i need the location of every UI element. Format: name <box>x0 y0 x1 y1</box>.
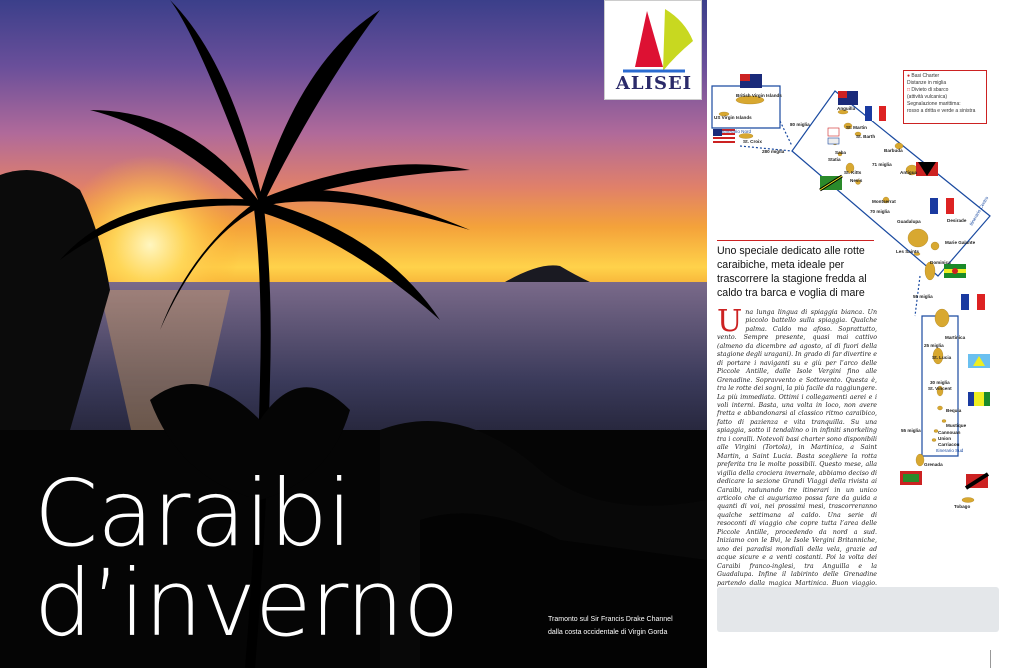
info-box <box>717 587 999 632</box>
label-bvi: British Virgin Islands <box>736 93 782 98</box>
label-nevis: Nevis <box>850 178 863 183</box>
label-25-miglia: 25 miglia <box>924 343 944 348</box>
headline-line2: d’inverno <box>34 550 459 657</box>
label-barbuda: Barbuda <box>884 148 903 153</box>
label-stvincent: St. Vincent <box>928 386 952 391</box>
label-mariegalante: Marie Galante <box>945 240 976 245</box>
label-saba: Saba <box>835 150 846 155</box>
dot-icon: ● <box>907 73 912 79</box>
label-itinerario-centro: Itinerario Centro <box>968 195 990 227</box>
legend-basi: ● Basi Charter <box>907 73 940 79</box>
label-71-miglia: 71 miglia <box>872 162 892 167</box>
legend-segn: Segnalazione marittima: <box>907 101 961 107</box>
subtitle-line4: caldo tra barca e voglia di mare <box>717 287 865 299</box>
label-stkitts: St. Kitts <box>844 170 862 175</box>
subtitle-line3: trascorrere la stagione fredda al <box>717 273 867 285</box>
label-55-miglia: 55 miglia <box>913 294 933 299</box>
dropcap: U <box>717 304 743 339</box>
label-stcroix: St. Croix <box>743 139 762 144</box>
sail-logo-icon <box>605 1 703 79</box>
label-stlucia: St. Lucia <box>932 355 952 360</box>
caption-line2: dalla costa occidentale di Virgin Gorda <box>548 629 668 636</box>
legend-divieto: □ Divieto di sbarco <box>907 87 949 93</box>
headline-line1: Caraibi <box>34 460 352 567</box>
label-280-miglia: 280 miglia <box>762 149 785 154</box>
label-montserrat: Montserrat <box>872 199 896 204</box>
article-text: na lunga lingua di spiaggia bianca. Un piccolo battello sulla spiaggia. Qualche palma. Caldo ma afoso. Soprattutto, vento. Sempre presente, quasi mai cattivo (almeno da dicembre ad agosto, al di fuori della stagione degli uragani). In grado di far divertire e di portare i naviganti su e giù per l’arco delle Piccole Antille, dalle Isole Vergini fino alle Grenadine. Sopravvento e Sottovento. Questa è, tra le rotte dei sogni, la più facile da raggiungere. La più immediata. Ottimi i collegamenti aerei e i voli interni. Basta, una volta in loco, non avere fretta e abbandonarsi al classico ritmo caraibico, fatto di pazienza e vita tranquilla. Su una spiaggia, sotto il tendalino o in infiniti snorkeling tra i coralli. Notevoli basi charter sono disponibili alle Virgini (Tortola), in Martinica, a Saint Martin, a Saint Lucia. Basta scegliere la rotta preferita tra le molte possibili. Questo mese, alla vigilia della crociera invernale, abbiamo deciso di dedicare la sezione Grandi Viaggi della rivista ai Caraibi, radunando tre itinerari in un unico articolo che ci auguriamo possa fare da guida a quanti di voi, nei prossimi mesi, trascorreranno qualche settimana al caldo. Una serie di resoconti di viaggio che copre tutta l’area delle Piccole Antille, procedendo da nord a sud. Iniziamo con le Bvi, le Isole Vergini Britanniche, uno dei paradisi mondiali della vela, grazie ad acque sicure e a venti costanti. Poi la volta dei Caraibi franco-inglesi, tra Anguilla e la Guadalupa. Infine il labirinto delle Grenadine partendo dalla magica Martinica. Buon viaggio. <box>717 309 877 587</box>
logo-word: ALISEI <box>615 73 693 94</box>
label-desirade: Desirade <box>947 218 967 223</box>
label-mustique: Mustique <box>946 423 967 428</box>
article-body <box>717 304 877 596</box>
square-icon: □ <box>907 87 912 93</box>
label-statia: Statia <box>828 157 841 162</box>
label-30-miglia: 30 miglia <box>930 380 950 385</box>
subtitle-rule <box>717 240 874 241</box>
label-itinerario-sud: Itinerario Sud <box>936 448 964 453</box>
label-dominica: Dominica <box>930 260 951 265</box>
subtitle-line2: caraibiche, meta ideale per <box>717 259 845 271</box>
map-legend <box>903 70 987 124</box>
label-usvi: US Virgin Islands <box>714 115 752 120</box>
label-80-miglia: 80 miglia <box>790 122 810 127</box>
label-55-miglia-sud: 55 miglia <box>901 428 921 433</box>
label-stbarth: St. Barth <box>856 134 876 139</box>
label-tobago: Tobago <box>954 504 971 509</box>
label-bequia: Bequia <box>946 408 962 413</box>
label-guadalupa: Guadalupa <box>897 219 921 224</box>
label-cannouan: Cannouan <box>938 430 961 435</box>
alisei-logo <box>604 0 702 100</box>
legend-distanze: Distanze in miglia <box>907 80 947 86</box>
label-grenada: Grenada <box>924 462 943 467</box>
label-martinica: Martinica <box>945 335 966 340</box>
label-lessaints: Les Saints <box>896 249 919 254</box>
label-union: Union <box>938 436 952 441</box>
subtitle-line1: Uno speciale dedicato alle rotte <box>717 245 865 257</box>
label-antigua: Antigua <box>900 170 918 175</box>
label-carriacou: Carriacou <box>938 442 960 447</box>
legend-segn2: rosso a dritta e verde a sinistra <box>907 108 976 114</box>
page-tick <box>990 650 991 668</box>
label-70-miglia: 70 miglia <box>870 209 890 214</box>
caption-line1: Tramonto sul Sir Francis Drake Channel <box>548 616 673 623</box>
label-anguilla: Anguilla <box>837 106 856 111</box>
label-itinerario-nord: Itinerario Nord <box>722 129 752 134</box>
subtitle <box>717 244 877 300</box>
photo-caption <box>548 613 707 639</box>
legend-divieto2: (attività vulcanica) <box>907 94 948 100</box>
label-stmartin: St. Martin <box>846 125 867 130</box>
